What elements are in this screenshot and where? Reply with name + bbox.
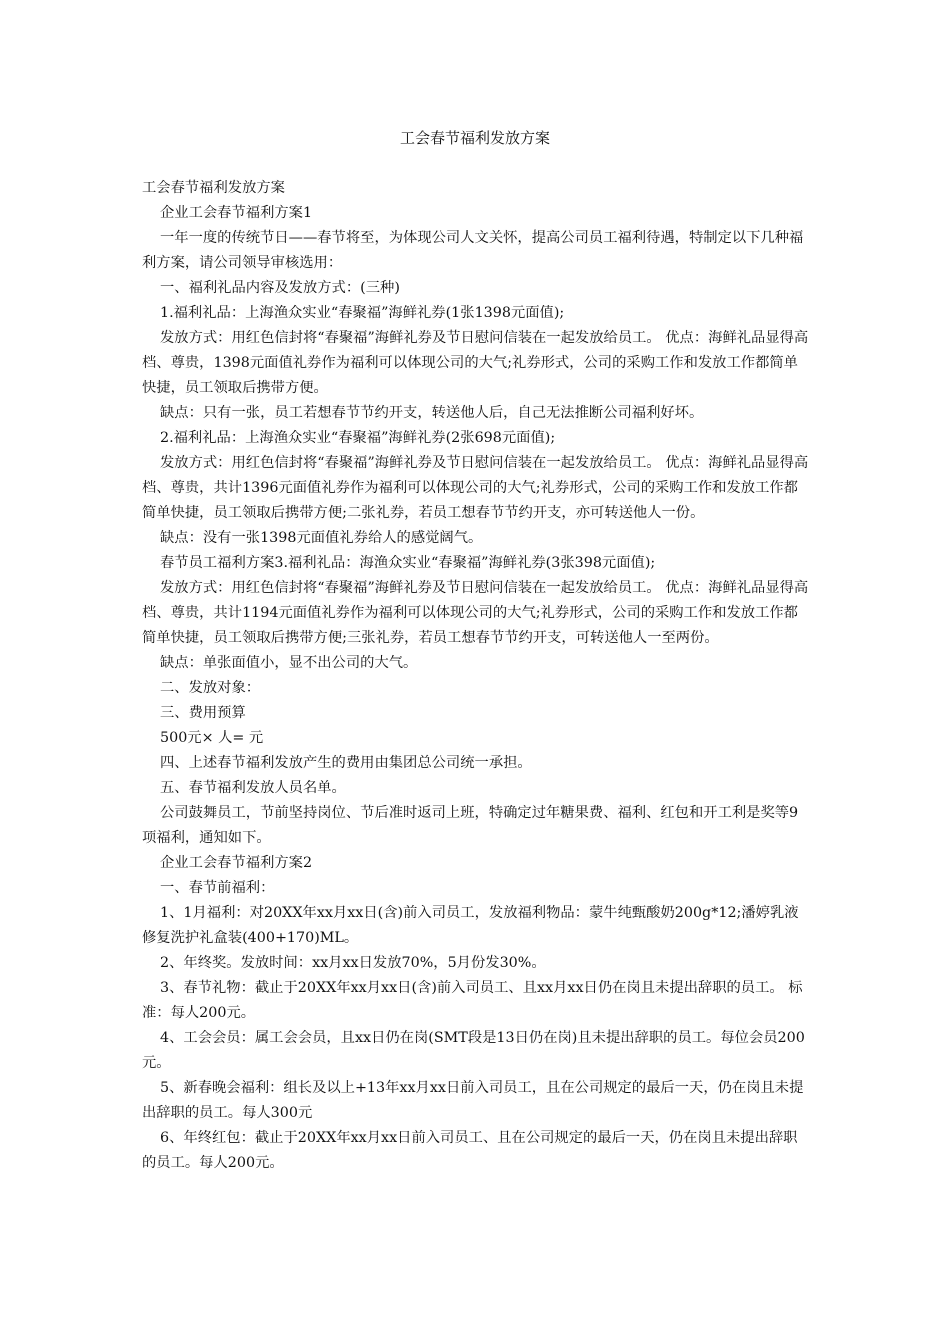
document-paragraph: 一年一度的传统节日——春节将至，为体现公司人文关怀，提高公司员工福利待遇，特制定以下几种福利方案，请公司领导审核选用： bbox=[142, 230, 804, 271]
document-paragraph: 4、工会会员：属工会会员，且xx日仍在岗(SMT段是13日仍在岗)且未提出辞职的员工。每位会员200元。 bbox=[142, 1030, 805, 1071]
document-paragraph: 1.福利礼品：上海渔众实业“春聚福”海鲜礼券(1张1398元面值); bbox=[160, 305, 565, 321]
document-title: 工会春节福利发放方案 bbox=[399, 129, 550, 147]
document-paragraph: 5、新春晚会福利：组长及以上+13年xx月xx日前入司员工，且在公司规定的最后一天，仍在岗且未提出辞职的员工。每人300元 bbox=[142, 1080, 804, 1121]
document-body bbox=[142, 176, 810, 1176]
document-paragraph: 春节员工福利方案3.福利礼品：海渔众实业“春聚福”海鲜礼券(3张398元面值); bbox=[160, 555, 656, 571]
document-paragraph: 缺点：只有一张，员工若想春节节约开支，转送他人后，自己无法推断公司福利好坏。 bbox=[160, 405, 704, 421]
document-paragraph: 500元× 人= 元 bbox=[160, 730, 264, 746]
document-paragraph: 企业工会春节福利方案2 bbox=[160, 855, 313, 871]
document-paragraph: 1、1月福利：对20XX年xx月xx日(含)前入司员工，发放福利物品：蒙牛纯甄酸奶200g*12;潘婷乳液修复洗护礼盒装(400+170)ML。 bbox=[142, 905, 799, 946]
document-paragraph: 2、年终奖。发放时间：xx月xx日发放70%，5月份发30%。 bbox=[160, 955, 546, 971]
document-paragraph: 一、福利礼品内容及发放方式：(三种) bbox=[160, 280, 400, 296]
document-paragraph: 缺点：单张面值小，显不出公司的大气。 bbox=[160, 655, 418, 671]
document-paragraph: 2.福利礼品：上海渔众实业“春聚福”海鲜礼券(2张698元面值); bbox=[160, 430, 556, 446]
document-paragraph: 6、年终红包：截止于20XX年xx月xx日前入司员工、且在公司规定的最后一天，仍在岗且未提出辞职的员工。每人200元。 bbox=[142, 1130, 798, 1171]
document-paragraph: 四、上述春节福利发放产生的费用由集团总公司统一承担。 bbox=[160, 755, 532, 771]
document-paragraph: 3、春节礼物：截止于20XX年xx月xx日(含)前入司员工、且xx月xx日仍在岗且未提出辞职的员工。 标准：每人200元。 bbox=[142, 980, 803, 1021]
document-paragraph: 发放方式：用红色信封将“春聚福”海鲜礼券及节日慰问信装在一起发放给员工。 优点：海鲜礼品显得高档、尊贵，共计1396元面值礼券作为福利可以体现公司的大气;礼券形式，公司的采购工作和发放工作都简单快捷，员工领取后携带方便;二张礼券，若员工想春节节约开支，亦可转送他人一份。 bbox=[142, 455, 809, 521]
document-paragraph: 发放方式：用红色信封将“春聚福”海鲜礼券及节日慰问信装在一起发放给员工。 优点：海鲜礼品显得高档、尊贵，共计1194元面值礼券作为福利可以体现公司的大气;礼券形式，公司的采购工作和发放工作都简单快捷，员工领取后携带方便;三张礼券，若员工想春节节约开支，可转送他人一至两份。 bbox=[142, 580, 809, 646]
document-paragraph: 发放方式：用红色信封将“春聚福”海鲜礼券及节日慰问信装在一起发放给员工。 优点：海鲜礼品显得高档、尊贵，1398元面值礼券作为福利可以体现公司的大气;礼券形式，公司的采购工作和发放工作都简单快捷，员工领取后携带方便。 bbox=[142, 330, 809, 396]
document-paragraph: 企业工会春节福利方案1 bbox=[160, 205, 313, 221]
document-paragraph: 一、春节前福利： bbox=[160, 880, 275, 896]
document-paragraph: 二、发放对象： bbox=[160, 680, 261, 696]
document-paragraph: 三、费用预算 bbox=[160, 705, 246, 721]
document-paragraph: 缺点：没有一张1398元面值礼券给人的感觉阔气。 bbox=[160, 530, 483, 546]
document-paragraph: 公司鼓舞员工，节前坚持岗位、节后准时返司上班，特确定过年糖果费、福利、红包和开工利是奖等9项福利，通知如下。 bbox=[142, 805, 799, 846]
document-paragraph: 工会春节福利发放方案 bbox=[142, 180, 285, 196]
document-paragraph: 五、春节福利发放人员名单。 bbox=[160, 780, 346, 796]
